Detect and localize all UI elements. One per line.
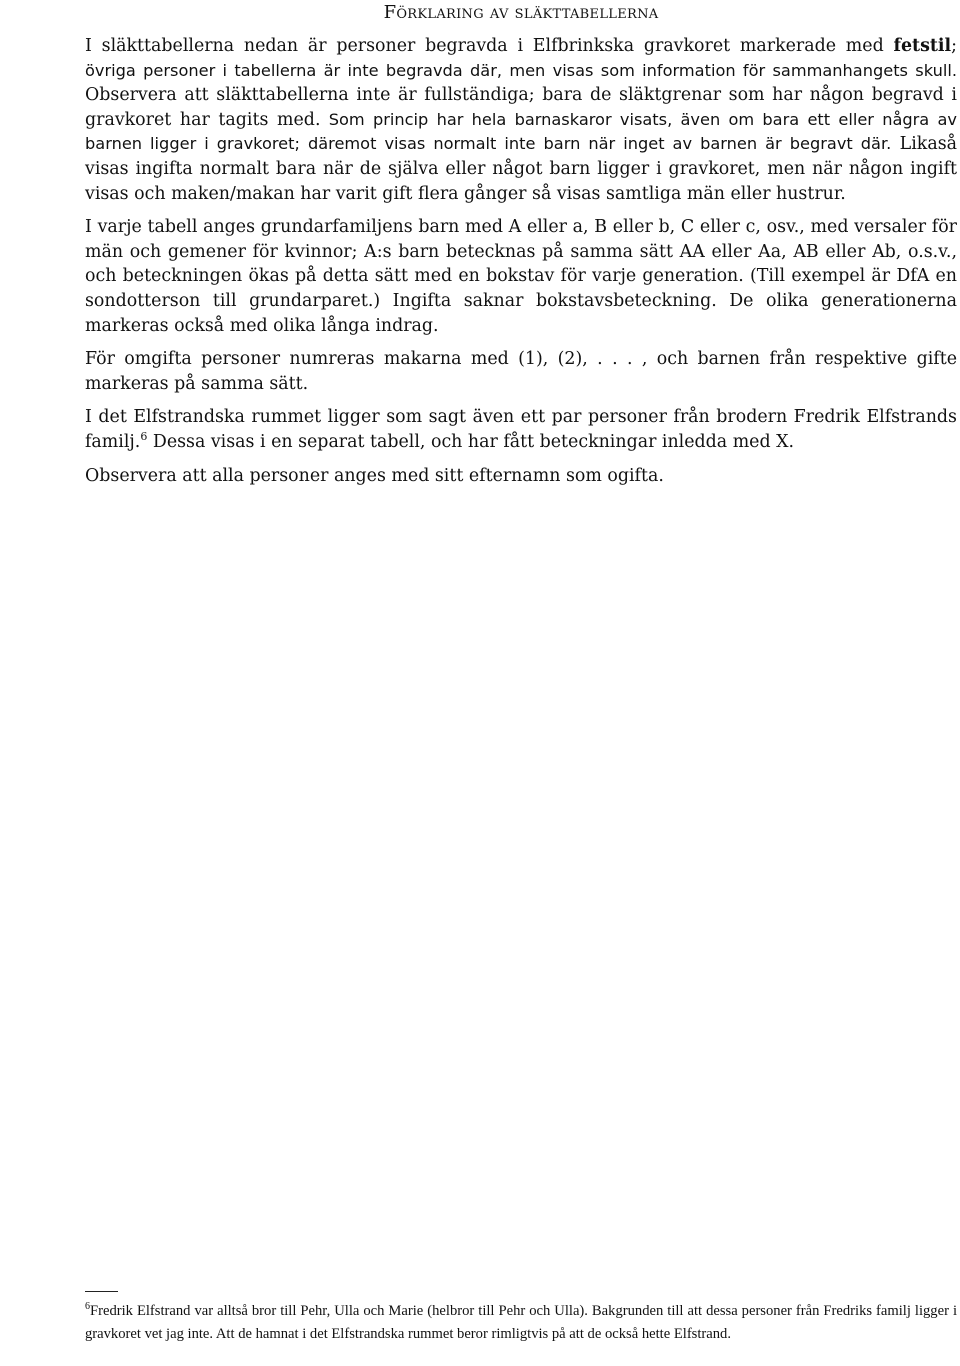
paragraph-surname-note: Observera att alla personer anges med sitt efternamn som ogifta. bbox=[85, 465, 664, 486]
paragraph-intro bbox=[85, 34, 957, 206]
intro-sans-text-2: Som princip har hela barnaskaror visats, även om bara ett eller några av barnen ligger i gravkoret; däremot visas normalt inte barn när inget av barnen är begravt där. bbox=[85, 109, 957, 154]
paragraph-remarried: För omgifta personer numreras makarna med (1), (2), . . . , och barnen från respektive gifte markeras på samma sätt. bbox=[85, 349, 957, 394]
intro-text-d: Likaså visas ingifta normalt bara när de själva eller något barn ligger i gravkoret, men när någon ingift visas och maken/makan har varit gift flera gånger så visas samtliga män eller hustrur. bbox=[85, 134, 957, 204]
intro-text-c: Observera att släkttabellerna inte är fullständiga; bara de släktgrenar som har någon begravd i gravkoret har tagits med. bbox=[85, 85, 957, 130]
intro-text-b: ; bbox=[951, 36, 957, 56]
intro-sans-text: övriga personer i tabellerna är inte begravda där, men visas som information för sammanhangets skull. bbox=[85, 60, 957, 80]
elfstrand-text-a: I det Elfstrandska rummet ligger som sagt även ett par personer från brodern Fredrik Elfstrands familj. bbox=[85, 407, 957, 452]
intro-text-a: I släkttabellerna nedan är personer begravda i Elfbrinkska gravkoret markerade med bbox=[85, 36, 894, 56]
footnote bbox=[85, 1300, 957, 1346]
elfstrand-text-b: Dessa visas i en separat tabell, och har fått beteckningar inledda med X. bbox=[147, 431, 795, 452]
footnote-text: Fredrik Elfstrand var alltså bror till Pehr, Ulla och Marie (helbror till Pehr och Ulla). Bakgrunden till att dessa personer från Fredriks familj ligger i gravkoret vet jag inte. Att de hamnat i det Elfstrandska rummet beror rimligtvis på att de också hette Elfstrand. bbox=[85, 1303, 957, 1343]
paragraph-elfstrand-room bbox=[85, 405, 957, 454]
footnote-divider bbox=[85, 1291, 118, 1292]
footnote-reference[interactable]: 6 bbox=[140, 429, 148, 443]
paragraph-notation: I varje tabell anges grundarfamiljens barn med A eller a, B eller b, C eller c, osv., med versaler för män och gemener för kvinnor; A:s barn betecknas på samma sätt AA eller Aa, AB eller Ab, o.s.v., och beteckningen ökas på detta sätt med en bokstav för varje generation. (Till exempel är DfA en sondotterson till grundarparet.) Ingifta saknar bokstavsbeteckning. De olika generationerna markeras också med olika långa indrag. bbox=[85, 217, 957, 336]
footnote-mark: 6 bbox=[85, 1301, 90, 1312]
bold-term: fetstil bbox=[893, 36, 952, 56]
section-heading: Förklaring av släkttabellerna bbox=[383, 2, 659, 23]
document-page bbox=[85, 0, 957, 488]
